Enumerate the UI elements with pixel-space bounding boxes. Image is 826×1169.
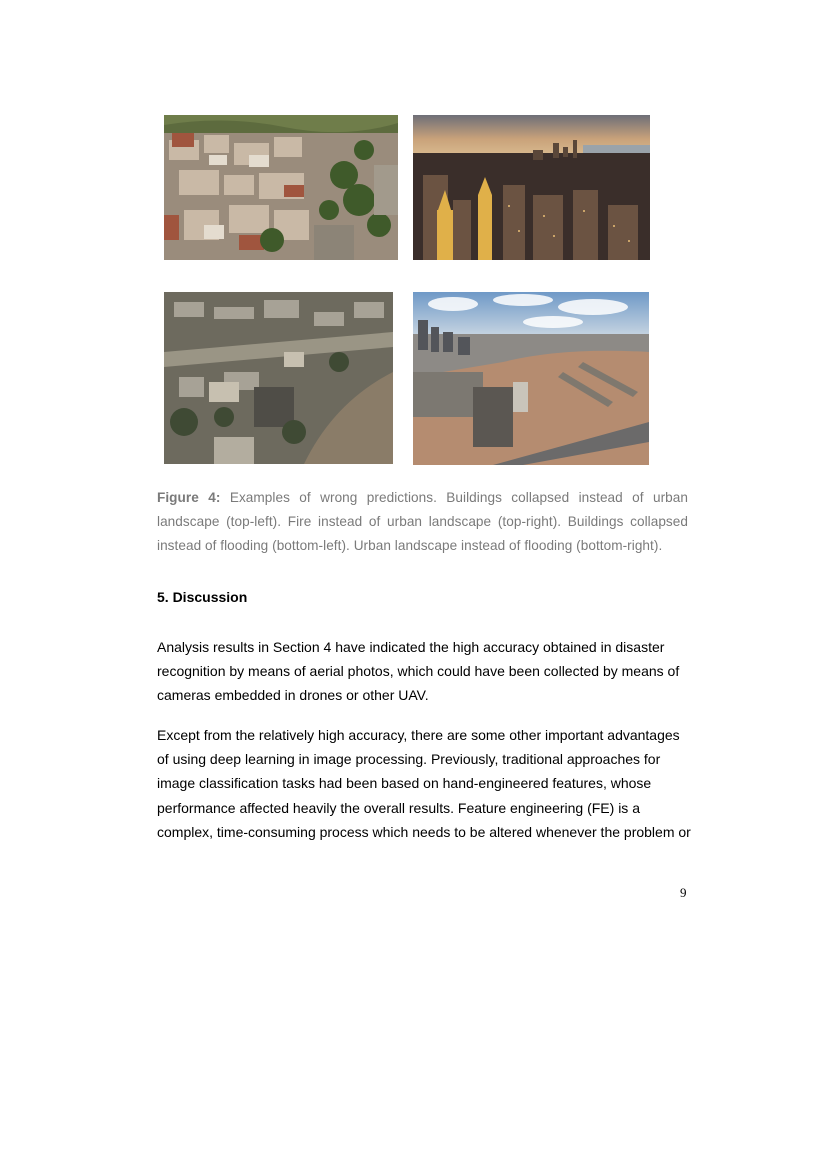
paragraph-1-line: recognition by means of aerial photos, which could have been collected by means of [157,663,680,680]
paragraph-2-line: Except from the relatively high accuracy, there are some other important advantages [157,727,680,743]
figure-image-top-left [164,115,398,260]
paragraph-2-line: image classification tasks had been based on hand-engineered features, whose [157,775,652,792]
page-number: 9 [680,885,687,900]
figure-caption-text: Examples of wrong predictions. Buildings collapsed instead of urban landscape (top-left). Fire instead of urban landscape (top-right). Buildings collapsed instead of flooding (bottom-left). Urban landscape instead of flooding (bottom-right). [157,490,689,554]
paragraph-1-line: cameras embedded in drones or other UAV. [157,687,429,704]
paragraph-2 [157,723,697,844]
paragraph-2-line: of using deep learning in image processing. Previously, traditional approaches for [157,751,661,768]
figure-image-top-right [413,115,650,260]
paragraph-2-line: complex, time-consuming process which needs to be altered whenever the problem or [157,823,691,840]
figure-caption-label: Figure 4: [157,490,221,505]
figure-image-bottom-left [164,292,393,464]
paragraph-1-line: Analysis results in Section 4 have indicated the high accuracy obtained in disaster [157,639,665,655]
figure-image-bottom-right [413,292,649,465]
section-heading: 5. Discussion [157,589,248,605]
paragraph-1 [157,635,697,708]
paragraph-2-line: performance affected heavily the overall results. Feature engineering (FE) is a [157,799,640,816]
figure-caption [157,486,688,559]
